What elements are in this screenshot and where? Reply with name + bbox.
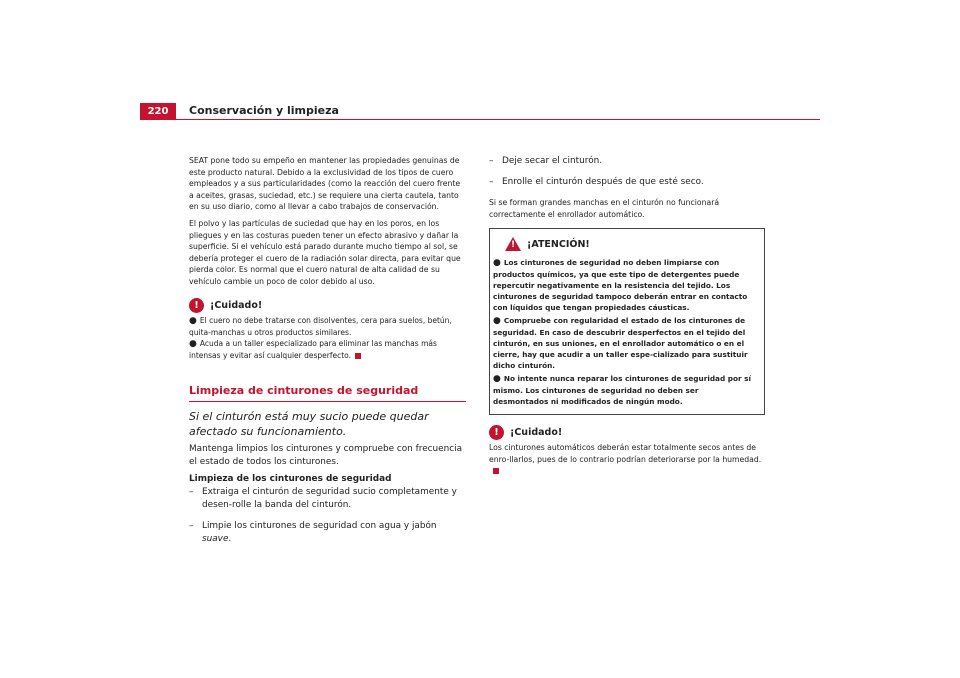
exclamation-circle-icon: ! — [489, 425, 504, 440]
page-number: 220 — [140, 103, 176, 120]
step-item: – Deje secar el cinturón. — [489, 156, 603, 166]
caution-header — [489, 425, 765, 440]
section-title: Limpieza de cinturones de seguridad — [189, 384, 466, 402]
caution-title: ¡Cuidado! — [510, 427, 563, 439]
end-square-icon — [493, 468, 499, 474]
attention-bullet: ● Los cinturones de seguridad no deben limpiarse con productos químicos, ya que este tipo de detergentes puede repercutir negativamente en la resistencia del tejido. Los cinturones de seguridad tampoco deberán entrar en contacto con líquidos que tengan propiedades cáusticas. — [493, 258, 748, 313]
caution-text: Los cinturones automáticos deberán estar totalmente secos antes de enro-llarlos, pues de lo contrario podrían deteriorarse por la humedad. — [489, 442, 765, 477]
attention-bullet: ● Compruebe con regularidad el estado de los cinturones de seguridad. En caso de descubrir desperfectos en el tejido del cinturón, en sus uniones, en el enrollador automático o en el cierre, hay que acudir a un taller espe-cializado para sustituir dicho cinturón. — [493, 316, 748, 371]
attention-title: ¡ATENCIÓN! — [527, 238, 590, 250]
header-rule — [176, 119, 820, 120]
attention-box — [489, 228, 765, 415]
left-column — [189, 155, 466, 554]
step-item: – Limpie los cinturones de seguridad con agua y jabón suave. — [189, 521, 437, 545]
page-header-title: Conservación y limpieza — [189, 104, 339, 117]
caution-bullet: ● Acuda a un taller especializado para eliminar las manchas más intensas y evitar así cualquier desperfecto. — [189, 338, 437, 361]
warning-triangle-icon: ! — [505, 237, 521, 251]
leather-paragraph-1: SEAT pone todo su empeño en mantener las propiedades genuinas de este producto natural. Debido a la exclusividad de los tipos de cuero empleados y a sus particularidades (como la reacción del cuero frente a aceites, grasas, suciedad, etc.) se requiere una cierta cautela, tanto en su uso diario, como al llevar a cabo trabajos de conservación. — [189, 156, 461, 212]
caution-header — [189, 298, 466, 313]
intro-paragraph: Mantenga limpios los cinturones y compruebe con frecuencia el estado de todos los cinturones. — [189, 444, 463, 468]
attention-bullet: ● No intente nunca reparar los cinturones de seguridad por sí mismo. Los cinturones de seguridad no deben ser desmontados ni modificados de ningún modo. — [493, 374, 751, 407]
leather-paragraph-2: El polvo y las partículas de suciedad que hay en los poros, en los pliegues y en las costuras pueden tener un efecto abrasivo y dañar la superficie. Si el vehículo está parado durante mucho tiempo al sol, se debería proteger el cuero de la radiación solar directa, para evitar que pierda color. Es normal que el cuero natural de alta calidad de su vehículo cambie un poco de color debido al uso. — [189, 218, 461, 286]
end-square-icon — [355, 353, 361, 359]
steps-heading: Limpieza de los cinturones de seguridad — [189, 474, 392, 485]
caution-title: ¡Cuidado! — [210, 299, 263, 311]
attention-header — [493, 237, 756, 251]
section-subtitle: Si el cinturón está muy sucio puede quedar afectado su funcionamiento. — [189, 410, 429, 438]
right-column — [489, 155, 765, 482]
caution-bullet: ● El cuero no debe tratarse con disolventes, cera para suelos, betún, quita-manchas u otros productos similares. — [189, 315, 452, 337]
step-item: – Enrolle el cinturón después de que esté seco. — [489, 177, 704, 187]
note-paragraph: Si se forman grandes manchas en el cinturón no funcionará correctamente el enrollador automático. — [489, 198, 720, 219]
step-item: – Extraiga el cinturón de seguridad sucio completamente y desen-rolle la banda del cinturón. — [189, 487, 457, 511]
exclamation-circle-icon: ! — [189, 298, 204, 313]
